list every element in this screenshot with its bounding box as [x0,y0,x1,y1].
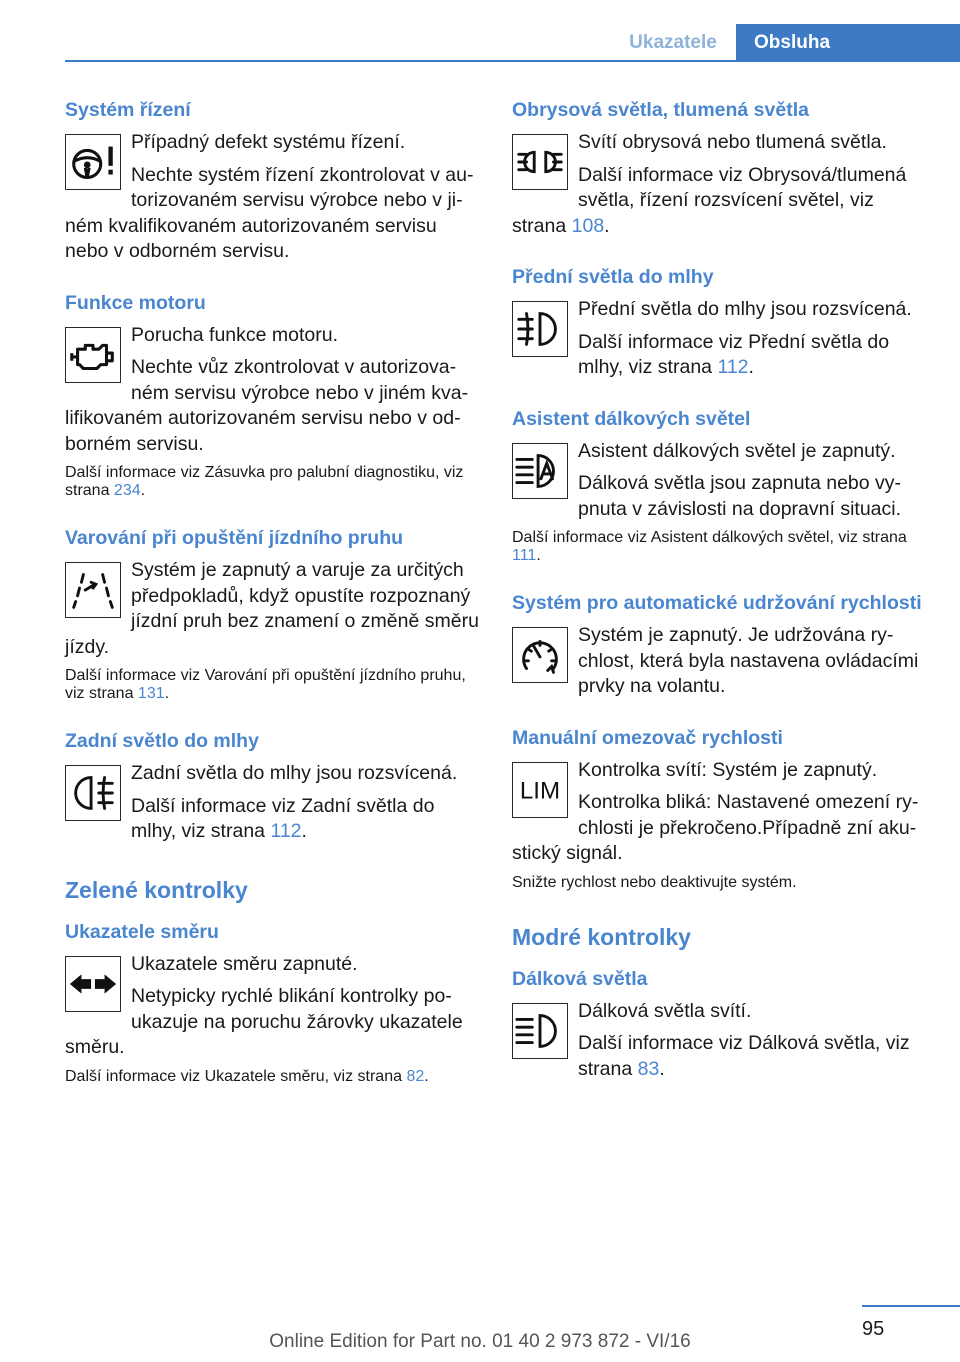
section-high-beam: Dálková světla Dálková světla svítí. Další informace viz Dálková světla, viz strana 83. [512,967,930,1083]
high-beam-icon [512,1003,568,1059]
green-lights-heading: Zelené kontrolky [65,876,248,903]
section-title: Přední světla do mlhy [512,266,714,288]
section-title: Systém řízení [65,99,191,121]
section-title: Obrysová světla, tlumená světla [512,99,809,121]
page-link[interactable]: 131 [137,685,165,702]
blue-lights-heading: Modré kontrolky [512,923,691,950]
footer-rule [862,1305,960,1307]
header-tabs [610,24,960,62]
section-parking-lights: Obrysová světla, tlumená světla Svítí obrysová nebo tlumená světla. Další informace viz Obrysová/tlumená světla, řízení rozsvícení světel, viz strana 108. [512,98,930,239]
page-link[interactable]: 82 [406,1067,425,1085]
lane-departure-icon [65,562,121,618]
tab-obsluha[interactable]: Obsluha [736,24,960,62]
section-title: Dálková světla [512,967,648,990]
page-link[interactable]: 108 [571,214,605,237]
page-link[interactable]: 111 [512,547,537,564]
speed-limiter-icon [512,762,568,818]
section-title: Systém pro automatické udržování rychlosti [512,592,922,614]
page-link[interactable]: 112 [717,356,749,378]
parking-lights-icon [512,134,568,190]
section-turn-signals: Ukazatele směru Ukazatele směru zapnuté. Netypicky rychlé blikání kontrolky poukazuje na poruchu žárovky ukazatele směru. Další informace viz Ukazatele směru, viz strana 82. [65,920,483,1086]
rear-fog-light-icon [65,765,121,821]
tab-ukazatele[interactable]: Ukazatele [610,24,736,62]
edition-footer: Online Edition for Part no. 01 40 2 973 872 - VI/16 [269,1331,691,1352]
section-rear-fog: Zadní světlo do mlhy Zadní světla do mlhy jsou rozsvícená. Další informace viz Zadní světla do mlhy, viz strana 112. [65,729,483,845]
steering-warning-icon [65,134,121,190]
section-lane-departure: Varování při opuštění jízdního pruhu Systém je zapnutý a varuje za určitých předpokladů, když opustíte rozpoznaný jízdní pruh bez znamení o změně směru jízdy. Další informace viz Varování při opuštění jízdního pruhu, viz strana 131. [65,526,483,703]
section-high-beam-assist: Asistent dálkových světel Asistent dálkových světel je zapnutý. Dálková světla jsou zapnuta nebo vypnuta v závislosti na dopravní situaci. Další informace viz Asistent dálkových světel, viz strana 111. [512,407,930,566]
svg-text:LIM: LIM [519,777,561,805]
page-number: 95 [862,1318,885,1340]
left-column [65,98,483,1112]
section-engine: Funkce motoru Porucha funkce motoru. Nechte vůz zkontrolovat v autorizovaném servisu výrobce nebo v jiném kvalifikovaném autorizovaném servisu nebo v odborném servisu. Další informace viz Zásuvka pro palubní diagnostiku, viz strana 234. [65,291,483,501]
page-link[interactable]: 234 [113,482,141,499]
section-title: Manuální omezovač rychlosti [512,726,783,749]
front-fog-light-icon [512,301,568,357]
section-steering: Systém řízení Případný defekt systému řízení. Nechte systém řízení zkontrolovat v autorizovaném servisu výrobce nebo v jiném kvalifikovaném autorizovaném servisu nebo v odborném servisu. [65,98,483,265]
page-link[interactable]: 83 [637,1057,660,1080]
header-rule [65,60,960,62]
right-column [512,98,930,1108]
section-speed-limiter: Manuální omezovač rychlosti LIM Kontrolka svítí: Systém je zapnutý. Kontrolka bliká: Nastavené omezení rychlosti je překročeno.Případně zní akustický signál. Snižte rychlost nebo deaktivujte systém. [512,726,930,892]
section-title: Asistent dálkových světel [512,407,751,430]
engine-icon [65,327,121,383]
section-front-fog: Přední světla do mlhy Přední světla do mlhy jsou rozsvícená. Další informace viz Přední světla do mlhy, viz strana 112. [512,265,930,381]
section-title: Ukazatele směru [65,920,219,943]
turn-signal-icon [65,956,121,1012]
section-title: Funkce motoru [65,291,206,314]
high-beam-assist-icon [512,443,568,499]
section-title: Varování při opuštění jízdního pruhu [65,527,404,549]
page-link[interactable]: 112 [270,820,302,842]
section-title: Zadní světlo do mlhy [65,730,259,752]
cruise-control-icon [512,627,568,683]
section-cruise-control: Systém pro automatické udržování rychlosti Systém je zapnutý. Je udržována rychlost, která byla nastavena ovládacími prvky na volantu. [512,591,930,700]
